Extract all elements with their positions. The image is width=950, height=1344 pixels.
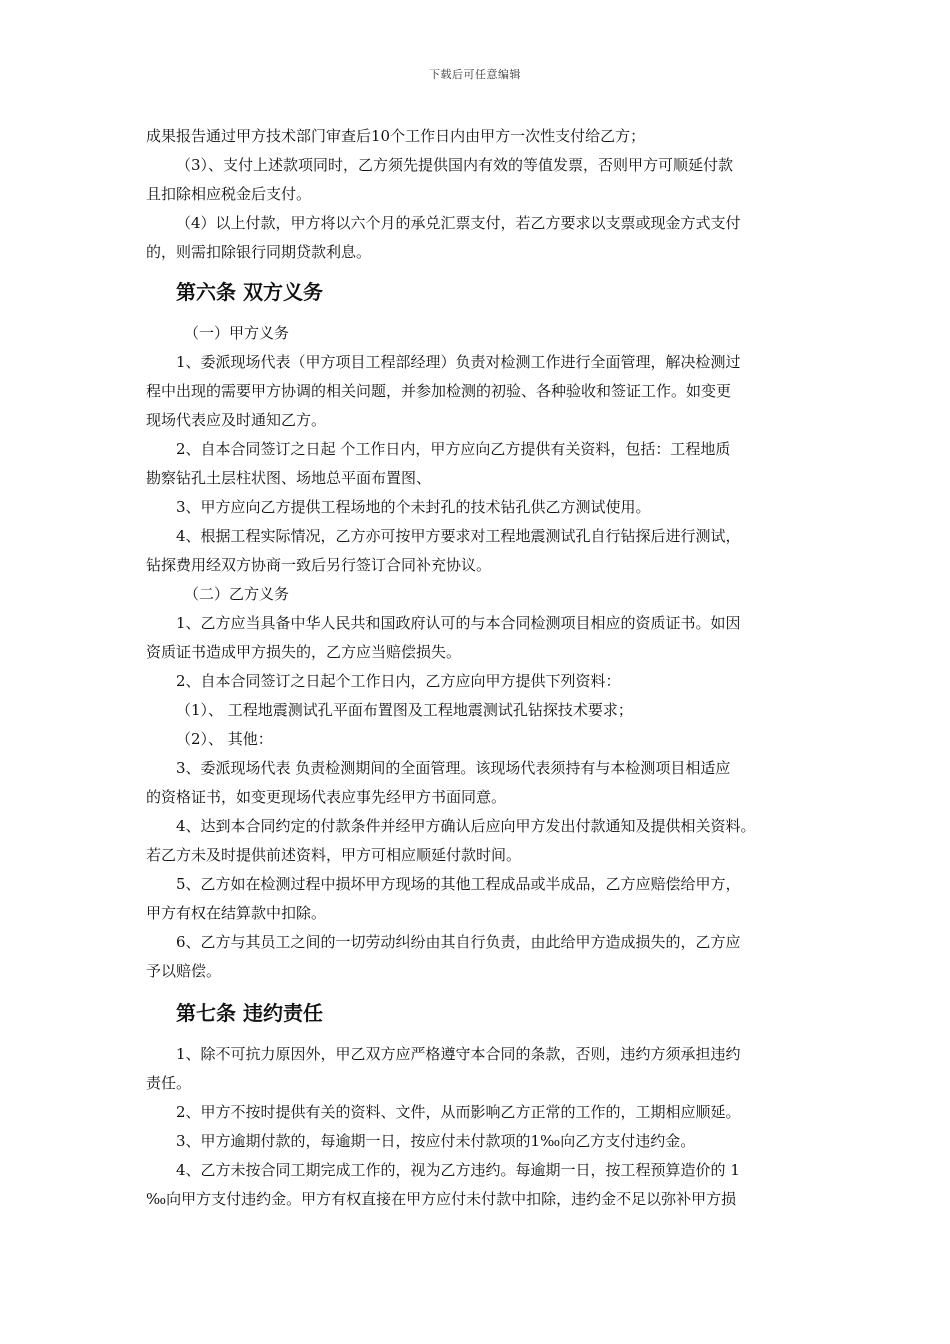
paragraph-line: （3）、支付上述款项同时，乙方须先提供国内有效的等值发票，否则甲方可顺延付款 <box>176 156 734 174</box>
subsection-heading: （一）甲方义务 <box>184 324 290 342</box>
paragraph-line: （2）、 其他： <box>176 730 273 748</box>
paragraph-line: 勘察钻孔土层柱状图、场地总平面布置图、 <box>146 469 432 487</box>
paragraph-line: 1、乙方应当具备中华人民共和国政府认可的与本合同检测项目相应的资质证书。如因 <box>176 614 741 632</box>
paragraph-line: 2、自本合同签订之日起 个工作日内，甲方应向乙方提供有关资料，包括：工程地质 <box>176 440 731 458</box>
paragraph-line: 2、自本合同签订之日起个工作日内，乙方应向甲方提供下列资料： <box>176 672 621 690</box>
paragraph-line: （1）、 工程地震测试孔平面布置图及工程地震测试孔钻探技术要求； <box>176 701 633 719</box>
paragraph-line: 的，则需扣除银行同期贷款利息。 <box>146 243 372 261</box>
paragraph-line: 予以赔偿。 <box>146 962 222 980</box>
paragraph-line: 2、甲方不按时提供有关的资料、文件，从而影响乙方正常的工作的，工期相应顺延。 <box>176 1103 741 1121</box>
subsection-heading: （二）乙方义务 <box>184 585 290 603</box>
paragraph-line: 6、乙方与其员工之间的一切劳动纠纷由其自行负责，由此给甲方造成损失的，乙方应 <box>176 933 741 951</box>
section-6-title: 第六条 双方义务 <box>176 280 323 304</box>
paragraph-line: 4、乙方未按合同工期完成工作的，视为乙方违约。每逾期一日，按工程预算造价的 1 <box>176 1161 740 1179</box>
paragraph-line: 3、甲方逾期付款的，每逾期一日，按应付未付款项的1‰向乙方支付违约金。 <box>176 1132 696 1150</box>
document-body <box>146 122 810 1214</box>
paragraph-line: 程中出现的需要甲方协调的相关问题，并参加检测的初验、各种验收和签证工作。如变更 <box>146 382 732 400</box>
paragraph-line: 1、委派现场代表（甲方项目工程部经理）负责对检测工作进行全面管理，解决检测过 <box>176 353 741 371</box>
paragraph-line: 责任。 <box>146 1074 192 1092</box>
paragraph-line: 成果报告通过甲方技术部门审查后10个工作日内由甲方一次性支付给乙方； <box>146 127 646 145</box>
paragraph-line: 5、乙方如在检测过程中损坏甲方现场的其他工程成品或半成品，乙方应赔偿给甲方， <box>176 875 741 893</box>
page-header: 下载后可任意编辑 <box>429 68 521 81</box>
paragraph-line: 现场代表应及时通知乙方。 <box>146 411 327 429</box>
paragraph-line: 资质证书造成甲方损失的，乙方应当赔偿损失。 <box>146 643 462 661</box>
paragraph-line: 1、除不可抗力原因外，甲乙双方应严格遵守本合同的条款，否则，违约方须承担违约 <box>176 1045 741 1063</box>
paragraph-line: 且扣除相应税金后支付。 <box>146 185 312 203</box>
paragraph-line: ‰向甲方支付违约金。甲方有权直接在甲方应付未付款中扣除，违约金不足以弥补甲方损 <box>146 1190 737 1208</box>
paragraph-line: 3、委派现场代表 负责检测期间的全面管理。该现场代表须持有与本检测项目相适应 <box>176 759 731 777</box>
paragraph-line: 钻探费用经双方协商一致后另行签订合同补充协议。 <box>146 556 492 574</box>
section-7-title: 第七条 违约责任 <box>176 1001 323 1025</box>
paragraph-line: （4）以上付款，甲方将以六个月的承兑汇票支付，若乙方要求以支票或现金方式支付 <box>176 214 741 232</box>
paragraph-line: 的资格证书，如变更现场代表应事先经甲方书面同意。 <box>146 788 507 806</box>
paragraph-line: 4、根据工程实际情况，乙方亦可按甲方要求对工程地震测试孔自行钻探后进行测试， <box>176 527 741 545</box>
paragraph-line: 若乙方未及时提供前述资料，甲方可相应顺延付款时间。 <box>146 846 522 864</box>
paragraph-line: 4、达到本合同约定的付款条件并经甲方确认后应向甲方发出付款通知及提供相关资料。 <box>176 817 756 835</box>
paragraph-line: 3、甲方应向乙方提供工程场地的个未封孔的技术钻孔供乙方测试使用。 <box>176 498 651 516</box>
paragraph-line: 甲方有权在结算款中扣除。 <box>146 904 327 922</box>
